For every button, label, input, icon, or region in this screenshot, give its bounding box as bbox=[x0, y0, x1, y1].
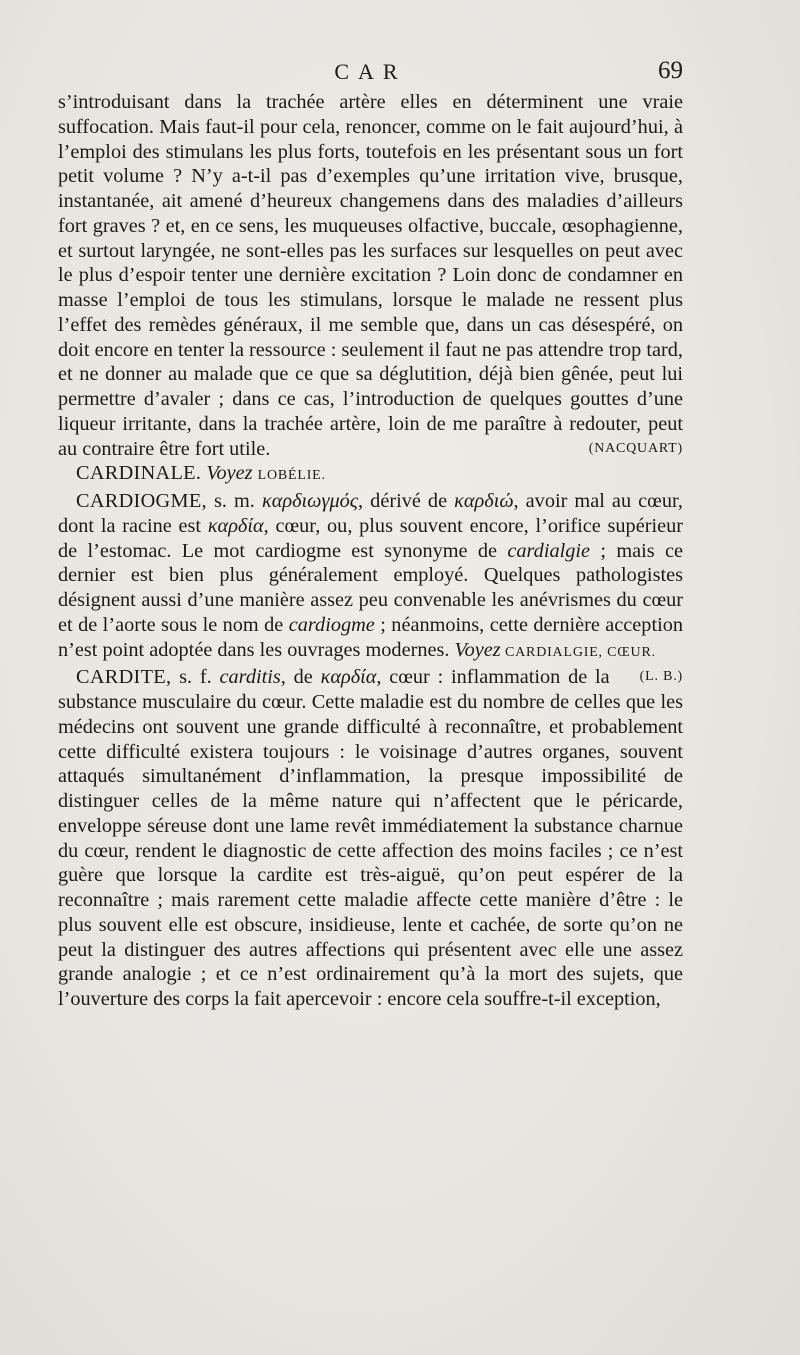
cross-ref-target: LOBÉLIE. bbox=[257, 468, 326, 484]
entry-text: , de bbox=[280, 666, 321, 689]
author-signature: ( NACQUART ) bbox=[589, 437, 683, 462]
greek-term: καρδιωγμός bbox=[261, 490, 359, 512]
greek-term: καρδία bbox=[320, 666, 377, 689]
greek-term: καρδία bbox=[207, 514, 264, 537]
entry-text: , cœur : inflammation de la substance musculaire du cœur. Cette maladie est du nombre de celles que les médecins ont souvent une grande difficulté à reconnaître, et probablement cette difficulté existera toujours : le voisinage d’autres organes, souvent attaqués simultanément d’inflammation, la presque impossibilité de distinguer celles de la même nature qui n’affectent que le péricarde, enveloppe séreuse dont une lame revêt immédiatement la substance charnue du cœur, rendent le diagnostic de cette affection des moins faciles ; ce n’est guère que lorsque la cardite est très-aiguë, qu’on peut espérer de la reconnaître ; mais rarement cette maladie affecte cette manière d’être : le plus souvent elle est obscure, insidieuse, lente et cachée, de sorte qu’on ne peut la distinguer des autres affections qui présentent avec elle une assez grande analogie ; et ce n’est ordinairement qu’à la mort des sujets, que l’ouverture des corps la fait apercevoir : encore cela souffre-t-il exception, bbox=[58, 666, 683, 1010]
greek-term: καρδιώ bbox=[454, 490, 514, 512]
running-head-title: CAR bbox=[334, 59, 407, 84]
cross-ref-label: Voyez bbox=[454, 638, 501, 661]
entry-text: ; mais ce dernier est bien plus généralement employé. Quelques pathologistes désignent aussi d’une manière assez peu convenable les anévrismes du cœur et de l’aorte sous le nom de bbox=[58, 539, 683, 636]
headword: CARDIOGME, bbox=[76, 490, 207, 512]
italic-term: carditis bbox=[219, 666, 281, 689]
italic-term: cardialgie bbox=[507, 539, 591, 562]
author-signature: ( L. B. ) bbox=[622, 665, 683, 690]
entry-cardinale bbox=[58, 461, 683, 489]
entry-text: , dérivé de bbox=[358, 490, 455, 512]
italic-term: cardiogme bbox=[288, 613, 375, 636]
page-number: 69 bbox=[658, 57, 683, 84]
cross-ref-target: CARDIALGIE, CŒUR. bbox=[500, 644, 656, 660]
headword: CARDITE, bbox=[76, 666, 172, 689]
entry-text: s. f. bbox=[171, 666, 220, 689]
headword: CARDINALE. bbox=[76, 462, 202, 485]
paragraph-text: s’introduisant dans la trachée artère elles en déterminent une vraie suffocation. Mais faut-il pour cela, renoncer, comme on le fait aujourd’hui, à l’emploi des stimulans les plus forts, toutefois en les présentant sous un fort petit volume ? N’y a-t-il pas d’exemples qu’une irritation vive, brusque, instantanée, ait amené d’heureux changemens dans des maladies d’ailleurs fort graves ? et, en ce sens, les muqueuses olfactive, buccale, œsophagienne, et surtout laryngée, ne sont-elles pas les surfaces sur lesquelles on peut avec le plus d’espoir tenter une dernière excitation ? Loin donc de condamner en masse l’emploi de tous les stimulans, lorsque le malade ne ressent plus l’effet des remèdes généraux, il me semble que, dans un cas désespéré, on doit encore en tenter la ressource : seulement il faut ne pas attendre trop tard, et ne donner au malade que ce que sa déglutition, déjà bien gênée, peut lui permettre d’avaler ; dans ce cas, l’introduction de quelques gouttes d’une liqueur irritante, dans la trachée artère, loin de me paraître à redouter, peut au contraire être fort utile. bbox=[58, 91, 683, 460]
entry-text: s. m. bbox=[206, 490, 262, 512]
continued-paragraph bbox=[58, 90, 683, 461]
entry-text: , avoir mal au cœur, dont la racine est bbox=[58, 490, 683, 537]
entry-text: ; néanmoins, cette dernière acception n’est point adoptée dans les ouvrages modernes. bbox=[58, 613, 683, 661]
running-head bbox=[58, 55, 683, 91]
entry-cardite bbox=[58, 665, 683, 1012]
entry-text: , cœur, ou, plus souvent encore, l’orifice supérieur de l’estomac. Le mot cardiogme est synonyme de bbox=[58, 514, 683, 562]
cross-ref-label: Voyez bbox=[206, 462, 253, 485]
text-body bbox=[58, 90, 683, 1012]
